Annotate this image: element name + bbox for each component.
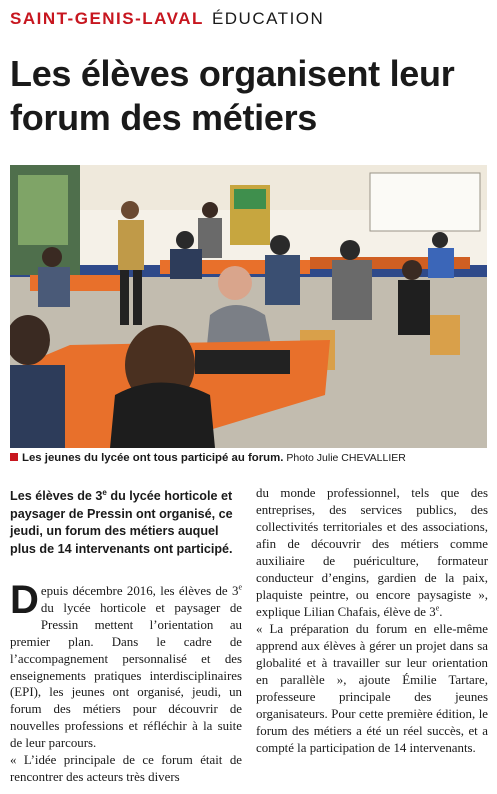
- body-text: epuis décembre 2016, les élèves de 3: [40, 584, 239, 598]
- body-paragraph: [10, 578, 242, 752]
- body-text: du monde professionnel, tels que des entreprises, des services publics, des collectivités territoriales et des associations, afin de découvrir des métiers comme auxiliaire de puériculture, formateur conducteur d’engins, gardien de la paix, plaquiste peintre, ou encore paysagiste », explique Lilian Chafais, élève de 3: [256, 486, 488, 619]
- lead-text-2: du lycée horticole et paysager de Pressin ont organisé, ce jeudi, un forum des métiers auquel plus de 14 intervenants ont participé.: [10, 489, 233, 557]
- lead-text-1: Les élèves de 3: [10, 489, 103, 503]
- location-label: SAINT-GENIS-LAVAL: [10, 9, 204, 28]
- article-lead: [10, 488, 242, 559]
- caption-text: Les jeunes du lycée ont tous participé au forum.: [22, 452, 284, 464]
- body-paragraph: « L’idée principale de ce forum était de rencontrer des acteurs très divers: [10, 753, 242, 784]
- article-photo: [10, 165, 487, 448]
- body-paragraph: [256, 485, 488, 621]
- photo-caption: [10, 452, 490, 464]
- body-paragraph: « La préparation du forum en elle-même apprend aux élèves à gérer un projet dans sa globalité et à travailler sur leur orientation en parallèle », ajoute Émilie Tartare, professeure principale des jeunes organisateurs. Pour cette première édition, le forum des métiers a été un réel succès, et a compté la participation de 14 intervenants.: [256, 622, 488, 755]
- body-text: .: [439, 605, 443, 619]
- classroom-scene: [10, 165, 487, 448]
- article-title: Les élèves organisent leur forum des métiers: [10, 53, 455, 138]
- photo-credit: Photo Julie CHEVALLIER: [286, 452, 406, 464]
- body-text: du lycée horticole et paysager de Pressin mettent l’orientation au premier plan. Dans le cadre de l’accompagnement personnalisé et des enseignements pratiques interdisciplinaires (EPI), les jeunes ont organisé, jeudi, un forum des métiers pour découvrir de nouvelles professions et réfléchir à la suite de leur parcours.: [10, 600, 242, 751]
- section-label: ÉDUCATION: [211, 9, 325, 28]
- dropcap: D: [10, 578, 39, 622]
- section-header: [10, 9, 324, 29]
- body-sup: e: [238, 582, 242, 592]
- body-sup: e: [435, 603, 440, 613]
- article-body-right: [256, 485, 488, 757]
- article-body-left: [10, 578, 242, 786]
- lead-sup: e: [102, 487, 107, 497]
- caption-square-icon: [10, 453, 18, 461]
